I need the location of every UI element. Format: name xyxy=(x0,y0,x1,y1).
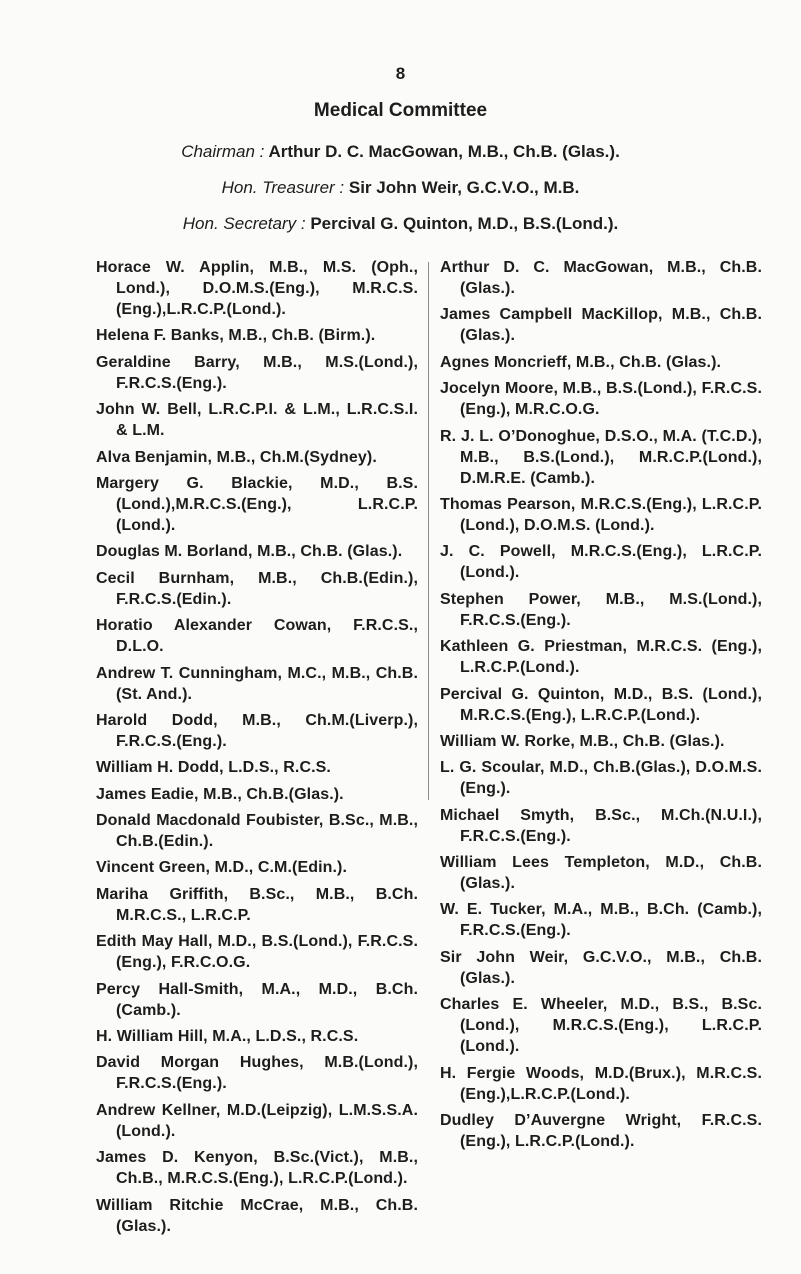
member-entry: Charles E. Wheeler, M.D., B.S., B.Sc.(Lond.), M.R.C.S.(Eng.), L.R.C.P.(Lond.). xyxy=(440,996,762,1056)
chairman-role: Chairman : xyxy=(181,142,265,161)
member-list-right xyxy=(440,257,762,1157)
member-entry: J. C. Powell, M.R.C.S.(Eng.), L.R.C.P.(Lond.). xyxy=(440,543,762,582)
chairman-line xyxy=(0,142,801,162)
member-entry: L. G. Scoular, M.D., Ch.B.(Glas.), D.O.M.S.(Eng.). xyxy=(440,759,762,798)
member-entry: Sir John Weir, G.C.V.O., M.B., Ch.B.(Glas.). xyxy=(440,948,762,987)
member-entry: Edith May Hall, M.D., B.S.(Lond.), F.R.C.S.(Eng.), F.R.C.O.G. xyxy=(96,933,418,972)
member-entry: Geraldine Barry, M.B., M.S.(Lond.), F.R.C.S.(Eng.). xyxy=(96,353,418,392)
treasurer-name: Sir John Weir, G.C.V.O., M.B. xyxy=(348,178,580,197)
member-entry: William Ritchie McCrae, M.B., Ch.B. (Glas.). xyxy=(96,1196,418,1235)
secretary-line xyxy=(0,214,801,234)
member-entry: David Morgan Hughes, M.B.(Lond.), F.R.C.S.(Eng.). xyxy=(96,1054,418,1093)
member-entry: Harold Dodd, M.B., Ch.M.(Liverp.), F.R.C.S.(Eng.). xyxy=(96,711,418,750)
chairman-name: Arthur D. C. MacGowan, M.B., Ch.B. (Glas.). xyxy=(268,142,620,161)
member-entry: H. Fergie Woods, M.D.(Brux.), M.R.C.S.(Eng.),L.R.C.P.(Lond.). xyxy=(440,1064,762,1103)
member-entry: Dudley D’Auvergne Wright, F.R.C.S. (Eng.), L.R.C.P.(Lond.). xyxy=(440,1112,762,1151)
treasurer-role: Hon. Treasurer : xyxy=(221,178,345,197)
member-entry: James D. Kenyon, B.Sc.(Vict.), M.B., Ch.B., M.R.C.S.(Eng.), L.R.C.P.(Lond.). xyxy=(96,1149,418,1188)
page-number: 8 xyxy=(395,64,406,83)
member-entry: William H. Dodd, L.D.S., R.C.S. xyxy=(96,759,331,777)
member-entry: Andrew Kellner, M.D.(Leipzig), L.M.S.S.A.(Lond.). xyxy=(96,1101,418,1140)
page-title: Medical Committee xyxy=(313,100,488,121)
member-entry: Margery G. Blackie, M.D., B.S. (Lond.),M.R.C.S.(Eng.), L.R.C.P. (Lond.). xyxy=(96,474,418,534)
member-entry: Horatio Alexander Cowan, F.R.C.S., D.L.O. xyxy=(96,617,418,656)
member-entry: John W. Bell, L.R.C.P.I. & L.M., L.R.C.S.I. & L.M. xyxy=(96,401,418,440)
secretary-name: Percival G. Quinton, M.D., B.S.(Lond.). xyxy=(310,214,619,233)
member-entry: Donald Macdonald Foubister, B.Sc., M.B., Ch.B.(Edin.). xyxy=(96,812,418,851)
member-entry: Helena F. Banks, M.B., Ch.B. (Birm.). xyxy=(96,327,376,345)
member-entry: Andrew T. Cunningham, M.C., M.B., Ch.B.(St. And.). xyxy=(96,664,418,703)
member-entry: Michael Smyth, B.Sc., M.Ch.(N.U.I.), F.R.C.S.(Eng.). xyxy=(440,806,762,845)
member-entry: Kathleen G. Priestman, M.R.C.S. (Eng.), L.R.C.P.(Lond.). xyxy=(440,638,762,677)
secretary-role: Hon. Secretary : xyxy=(182,214,306,233)
member-list-left xyxy=(96,257,418,1242)
member-entry: W. E. Tucker, M.A., M.B., B.Ch. (Camb.), F.R.C.S.(Eng.). xyxy=(440,901,762,940)
member-entry: Mariha Griffith, B.Sc., M.B., B.Ch. M.R.C.S., L.R.C.P. xyxy=(96,885,418,924)
member-entry: Cecil Burnham, M.B., Ch.B.(Edin.), F.R.C.S.(Edin.). xyxy=(96,569,418,608)
member-entry: Alva Benjamin, M.B., Ch.M.(Sydney). xyxy=(96,448,377,466)
member-entry: Douglas M. Borland, M.B., Ch.B. (Glas.). xyxy=(96,543,403,561)
column-divider xyxy=(428,262,429,800)
member-entry: Jocelyn Moore, M.B., B.S.(Lond.), F.R.C.S.(Eng.), M.R.C.O.G. xyxy=(440,380,762,419)
member-entry: Percival G. Quinton, M.D., B.S. (Lond.), M.R.C.S.(Eng.), L.R.C.P.(Lond.). xyxy=(440,685,762,724)
member-entry: Vincent Green, M.D., C.M.(Edin.). xyxy=(96,859,348,877)
member-entry: Stephen Power, M.B., M.S.(Lond.), F.R.C.S.(Eng.). xyxy=(440,590,762,629)
member-entry: R. J. L. O’Donoghue, D.S.O., M.A. (T.C.D.), M.B., B.S.(Lond.), M.R.C.P.(Lond.), D.M.R.E. (Camb.). xyxy=(440,427,762,487)
member-entry: Arthur D. C. MacGowan, M.B., Ch.B.(Glas.). xyxy=(440,259,762,297)
member-entry: William W. Rorke, M.B., Ch.B. (Glas.). xyxy=(440,732,725,750)
member-entry: Agnes Moncrieff, M.B., Ch.B. (Glas.). xyxy=(440,353,722,371)
member-entry: Horace W. Applin, M.B., M.S. (Oph., Lond.), D.O.M.S.(Eng.), M.R.C.S.(Eng.),L.R.C.P.(Lond.). xyxy=(96,259,418,318)
member-entry: H. William Hill, M.A., L.D.S., R.C.S. xyxy=(96,1028,359,1046)
member-entry: William Lees Templeton, M.D., Ch.B.(Glas.). xyxy=(440,854,762,893)
member-entry: James Campbell MacKillop, M.B., Ch.B.(Glas.). xyxy=(440,306,762,345)
treasurer-line xyxy=(0,178,801,198)
member-entry: Thomas Pearson, M.R.C.S.(Eng.), L.R.C.P.(Lond.), D.O.M.S. (Lond.). xyxy=(440,495,762,534)
member-entry: James Eadie, M.B., Ch.B.(Glas.). xyxy=(96,785,344,803)
member-entry: Percy Hall-Smith, M.A., M.D., B.Ch.(Camb.). xyxy=(96,980,418,1019)
